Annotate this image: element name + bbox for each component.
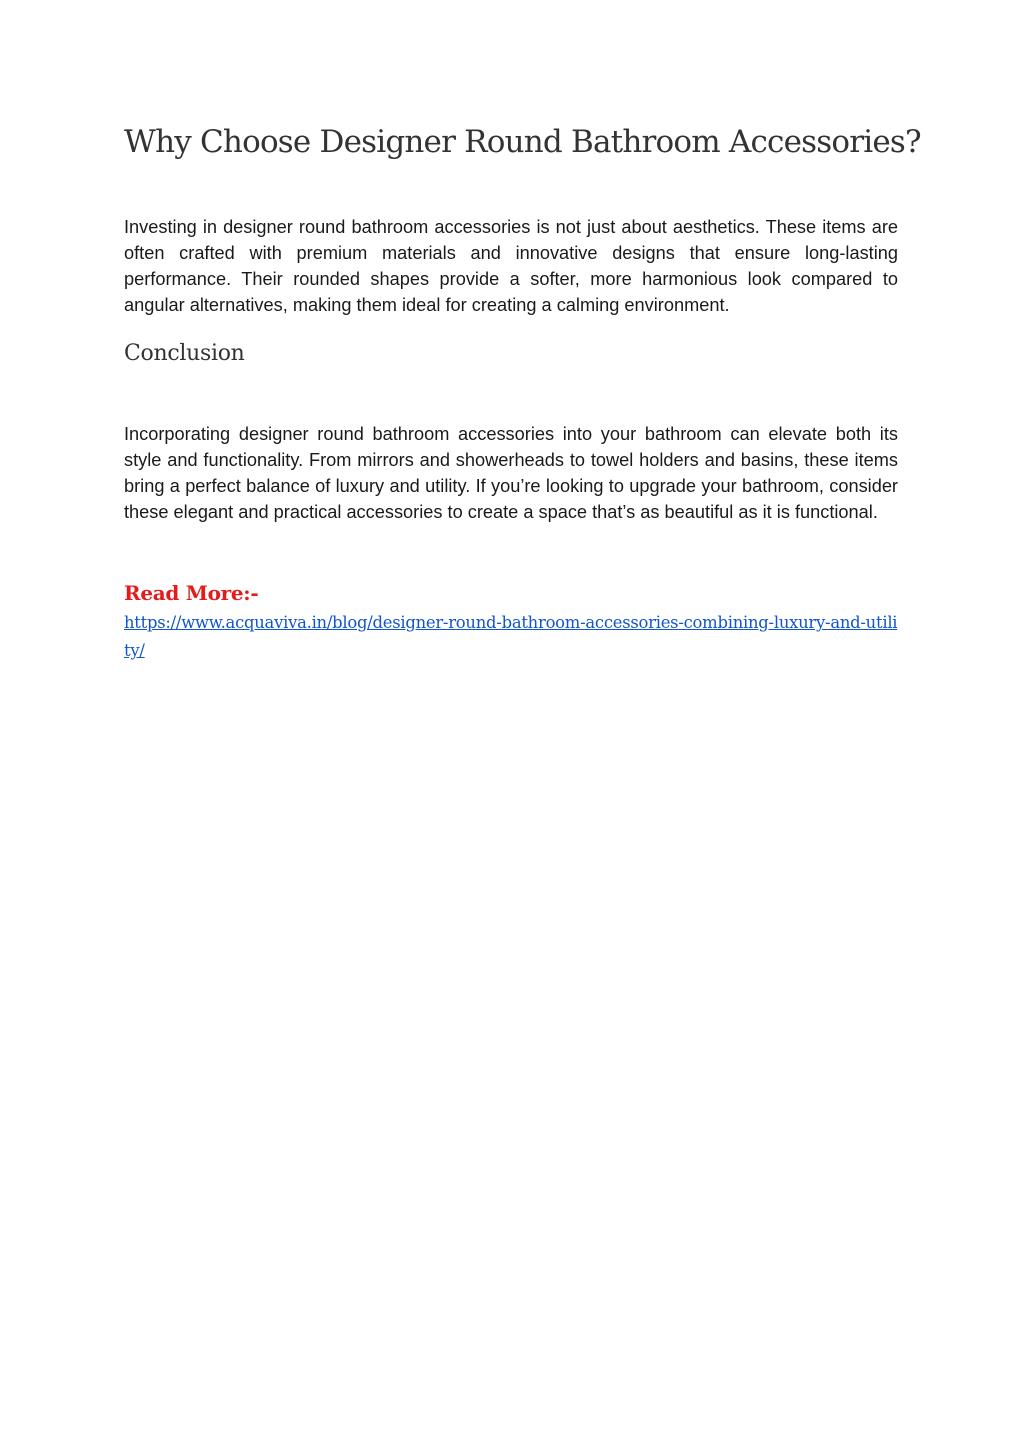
section-paragraph-why-choose: Investing in designer round bathroom accessories is not just about aesthetics. These items are often crafted with premium materials and innovative designs that ensure long-lasting performance. Their rounded shapes provide a softer, more harmonious look compared to angular alternatives, making them ideal for creating a calming environment. (124, 217, 898, 315)
section-heading-why-choose: Why Choose Designer Round Bathroom Accessories? (124, 124, 921, 160)
section-heading-conclusion: Conclusion (124, 341, 245, 366)
read-more-link[interactable]: https://www.acquaviva.in/blog/designer-round-bathroom-accessories-combining-luxury-and-utility/ (124, 613, 898, 660)
section-paragraph-conclusion: Incorporating designer round bathroom accessories into your bathroom can elevate both its style and functionality. From mirrors and showerheads to towel holders and basins, these items bring a perfect balance of luxury and utility. If you’re looking to upgrade your bathroom, consider these elegant and practical accessories to create a space that’s as beautiful as it is functional. (124, 424, 898, 522)
read-more-label: Read More:- (124, 581, 259, 605)
